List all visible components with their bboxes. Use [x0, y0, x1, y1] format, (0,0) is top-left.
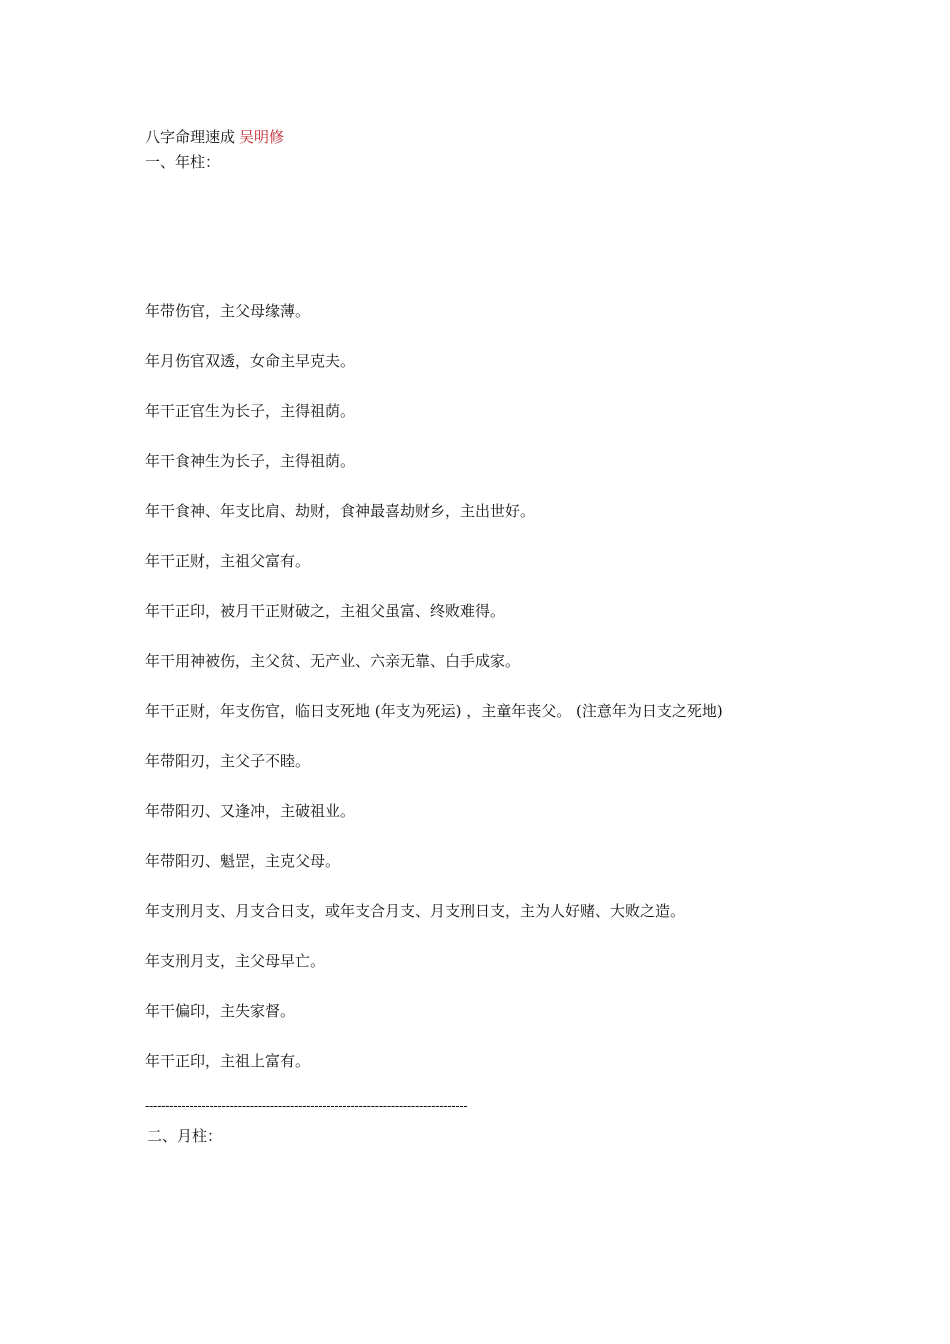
document-author: 吴明修	[239, 128, 285, 146]
rule-item: 年干正印，主祖上富有。	[145, 1052, 311, 1070]
rule-item: 年带阳刃，主父子不睦。	[145, 752, 311, 770]
rule-item: 年干偏印，主失家督。	[145, 1002, 296, 1020]
rule-item: 年支刑月支，主父母早亡。	[145, 952, 326, 970]
rule-item: 年干正财，主祖父富有。	[145, 552, 311, 570]
document-title: 八字命理速成	[145, 128, 236, 146]
document-title-line	[145, 127, 284, 147]
rule-item: 年月伤官双透，女命主早克夫。	[145, 352, 356, 370]
rule-item: 年干食神、年支比肩、劫财，食神最喜劫财乡，主出世好。	[145, 502, 536, 520]
section-divider: --------------------------------------------------------------------------------	[145, 1098, 468, 1113]
rule-item: 年支刑月支、月支合日支，或年支合月支、月支刑日支，主为人好赌、大败之造。	[145, 902, 686, 920]
year-pillar-rules-list	[145, 300, 723, 1100]
rule-item: 年干食神生为长子，主得祖荫。	[145, 452, 356, 470]
rule-item: 年干正官生为长子，主得祖荫。	[145, 402, 356, 420]
section-heading-month-pillar: 二、月柱：	[147, 1127, 223, 1145]
section-heading-year-pillar: 一、年柱：	[145, 153, 221, 171]
rule-item: 年干正印，被月干正财破之，主祖父虽富、终败难得。	[145, 602, 506, 620]
rule-item: 年干正财，年支伤官，临日支死地 (年支为死运) ，主童年丧父。 (注意年为日支之死地)	[145, 702, 723, 720]
rule-item: 年带阳刃、又逢冲，主破祖业。	[145, 802, 356, 820]
rule-item: 年带阳刃、魁罡，主克父母。	[145, 852, 341, 870]
rule-item: 年干用神被伤，主父贫、无产业、六亲无靠、白手成家。	[145, 652, 521, 670]
rule-item: 年带伤官，主父母缘薄。	[145, 302, 311, 320]
